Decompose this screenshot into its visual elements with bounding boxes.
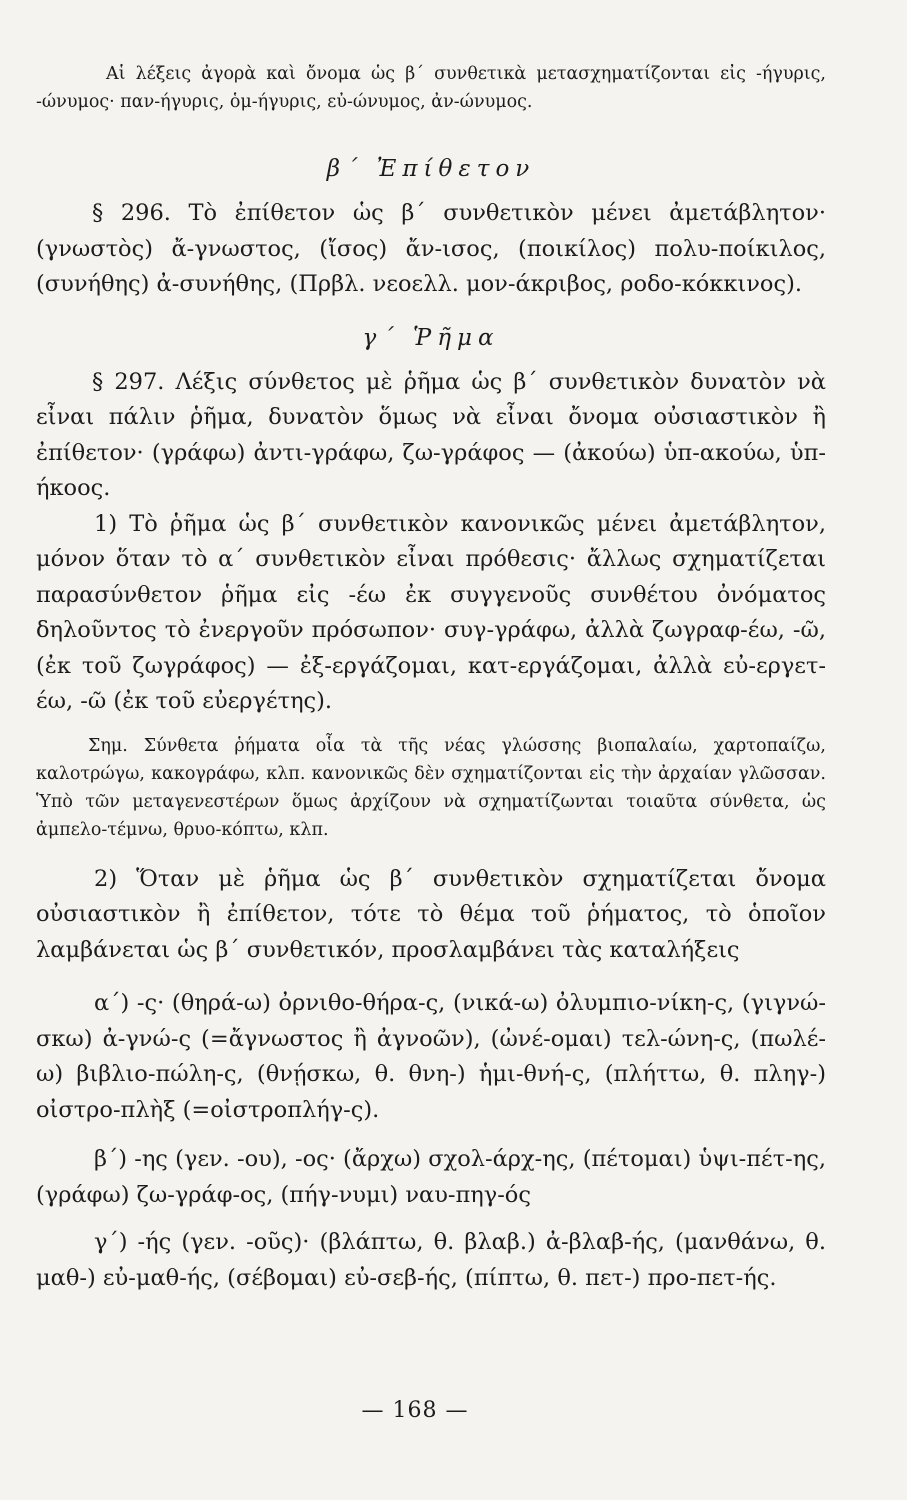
rule-1-paragraph: 1) Τὸ ῥῆμα ὡς β΄ συνθετικὸν κανονικῶς μένει ἀμετάβλητον, μόνον ὅταν τὸ α΄ συνθετικὸν εἶναι πρόθεσις· ἄλλως σχηματίζεται παρασύνθετον ῥῆμα εἰς -έω ἐκ συγγενοῦς συνθέτου ὀνόματος δηλοῦντος τὸ ἐνεργοῦν πρόσωπον· συγ-γράφω, ἀλλὰ ζωγραφ-έω, -ῶ, (ἐκ τοῦ ζωγράφος) — ἐξ-εργάζομαι, κατ-εργάζομαι, ἀλλὰ εὐ-εργετ-έω, -ῶ (ἐκ τοῦ εὐεργέτης). <box>36 510 826 714</box>
page-number: — 168 — <box>361 1398 469 1423</box>
ending-a-paragraph: α΄) -ς· (θηρά-ω) ὀρνιθο-θήρα-ς, (νικά-ω) ὀλυμπιο-νίκη-ς, (γιγνώ-σκω) ἀ-γνώ-ς (=ἄγνωστος ἢ ἀγνοῶν), (ὠνέ-ομαι) τελ-ώνη-ς, (πωλέ-ω) βιβλιο-πώλη-ς, (θνῄσκω, θ. θνη-) ἡμι-θνή-ς, (πλήττω, θ. πληγ-) οἰστρο-πλὴξ (=οἰστροπλήγ-ς). <box>36 990 826 1123</box>
section-296: § 296. Τὸ ἐπίθετον ὡς β΄ συνθετικὸν μένει ἀμετάβλητον· (γνωστὸς) ἄ-γνωστος, (ἴσος) ἄν-ισος, (ποικίλος) πολυ-ποίκιλος, (συνήθης) ἀ-συνήθης, (Πρβλ. νεοελλ. μον-άκριβος, ροδο-κόκκινος). <box>36 200 826 297</box>
ending-c-paragraph: γ΄) -ής (γεν. -οῦς)· (βλάπτω, θ. βλαβ.) ἀ-βλαβ-ής, (μανθάνω, θ. μαθ-) εὐ-μαθ-ής, (σέβομαι) εὐ-σεβ-ής, (πίπτω, θ. πετ-) προ-πετ-ής. <box>36 1229 826 1291</box>
ending-b-paragraph: β΄) -ης (γεν. -ου), -ος· (ἄρχω) σχολ-άρχ-ης, (πέτομαι) ὑψι-πέτ-ης, (γράφω) ζω-γράφ-ος, (πήγ-νυμι) ναυ-πηγ-ός <box>36 1146 826 1208</box>
note-paragraph: Σημ. Σύνθετα ῥήματα οἷα τὰ τῆς νέας γλώσσης βιοπαλαίω, χαρτοπαίζω, καλοτρώγω, κακογράφω, κλπ. κανονικῶς δὲν σχηματίζονται εἰς τὴν ἀρχαίαν γλῶσσαν. Ὑπὸ τῶν μεταγενεστέρων ὅμως ἀρχίζουν νὰ σχηματίζωνται τοιαῦτα σύνθετα, ὡς ἀμπελο-τέμνω, θρυο-κόπτω, κλπ. <box>36 735 826 840</box>
heading-verb: γ΄ Ῥῆμα <box>362 324 500 351</box>
rule-2-paragraph: 2) Ὅταν μὲ ῥῆμα ὡς β΄ συνθετικὸν σχηματίζεται ὄνομα οὐσιαστικὸν ἢ ἐπίθετον, τότε τὸ θέμα τοῦ ῥήματος, τὸ ὁποῖον λαμβάνεται ὡς β΄ συνθετικόν, προσλαμβάνει τὰς καταλήξεις <box>36 865 826 963</box>
intro-paragraph: Αἱ λέξεις ἀγορὰ καὶ ὄνομα ὡς β΄ συνθετικὰ μετασχηματίζονται εἰς -ήγυρις, -ώνυμος· παν-ήγυρις, ὁμ-ήγυρις, εὐ-ώνυμος, ἀν-ώνυμος. <box>36 64 826 112</box>
page-body <box>36 60 826 1296</box>
heading-adjective: β΄ Ἐπίθετον <box>326 156 536 182</box>
section-297: § 297. Λέξις σύνθετος μὲ ῥῆμα ὡς β΄ συνθετικὸν δυνατὸν νὰ εἶναι πάλιν ῥῆμα, δυνατὸν ὅμως νὰ εἶναι ὄνομα οὐσιαστικὸν ἢ ἐπίθετον· (γράφω) ἀντι-γράφω, ζω-γράφος — (ἀκούω) ὑπ-ακούω, ὑπ-ήκοος. <box>36 368 826 501</box>
